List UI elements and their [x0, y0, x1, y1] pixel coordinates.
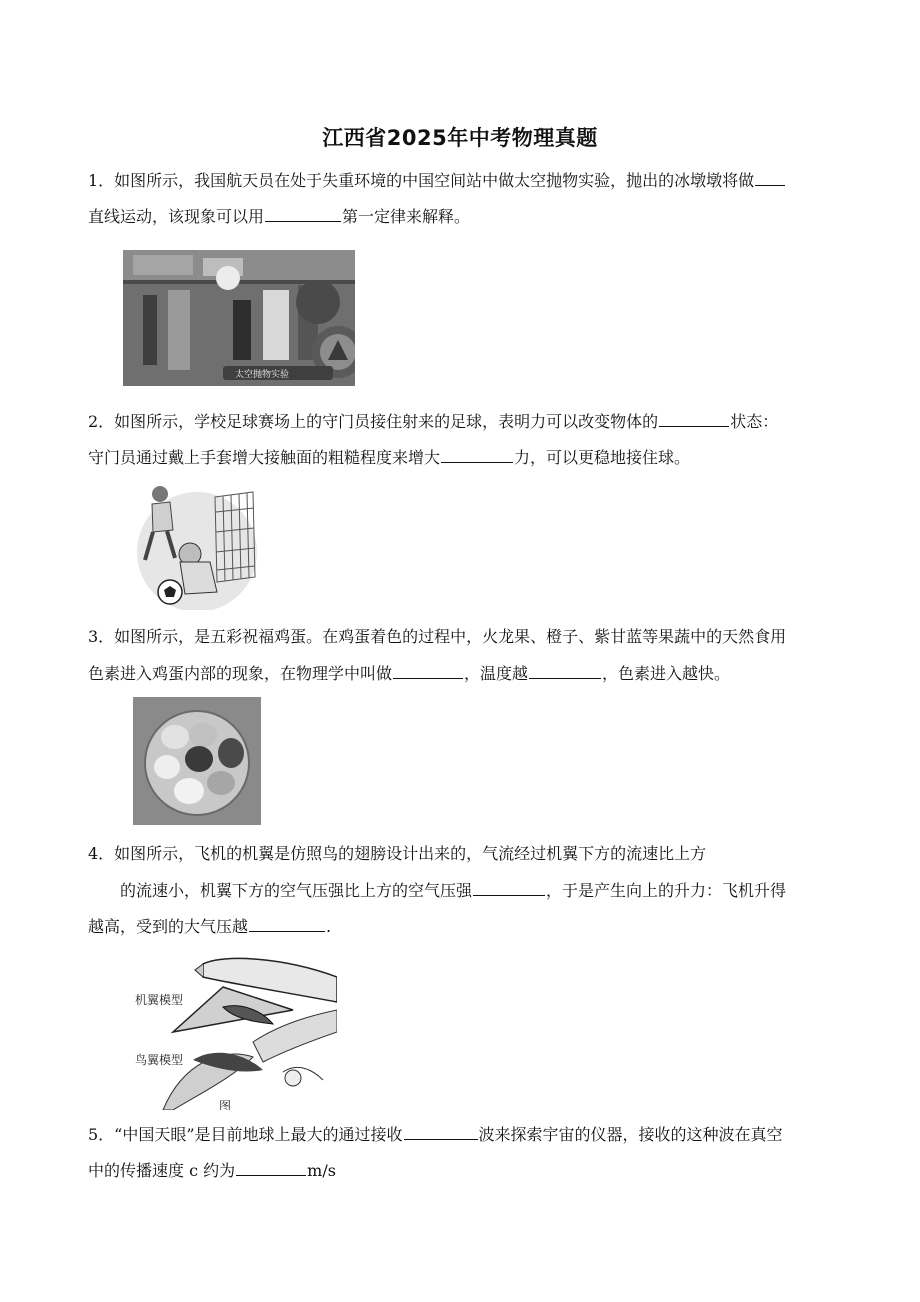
q1-space-station-photo: [123, 250, 355, 386]
q3-text-1: 3．如图所示，是五彩祝福鸡蛋。在鸡蛋着色的过程中，火龙果、橙子、紫甘蓝等果蔬中的天然食用: [88, 627, 787, 646]
q5-text-2a: 中的传播速度 c 约为: [88, 1161, 236, 1180]
q1-figure-caption: 太空抛物实验: [235, 370, 290, 380]
q3-blank-2[interactable]: [529, 662, 601, 679]
q3-text-2c: ，色素进入越快。: [602, 664, 731, 683]
q4-label-wing: 机翼模型: [135, 993, 184, 1007]
q3-line-1: [88, 626, 786, 648]
q2-line-2: [88, 446, 690, 469]
q2-blank-1[interactable]: [659, 410, 729, 427]
q5-blank-2[interactable]: [236, 1159, 306, 1176]
q2-text-2b: 力，可以更稳地接住球。: [514, 448, 691, 467]
q3-blank-1[interactable]: [393, 662, 463, 679]
q5-blank-1[interactable]: [404, 1123, 478, 1140]
q4-label-figure: 图: [219, 1099, 232, 1110]
q2-blank-2[interactable]: [441, 446, 513, 463]
q5-text-1a: 5．“中国天眼”是目前地球上最大的通过接收: [88, 1125, 403, 1144]
q2-text-1a: 2．如图所示，学校足球赛场上的守门员接住射来的足球，表明力可以改变物体的: [88, 412, 659, 431]
q1-line-1: [88, 169, 786, 192]
q3-text-2a: 色素进入鸡蛋内部的现象，在物理学中叫做: [88, 664, 393, 683]
q4-label-bird: 鸟翼模型: [135, 1053, 184, 1067]
q4-line-1: [88, 843, 706, 865]
q4-text-3b: .: [326, 917, 332, 936]
q5-line-2: [88, 1159, 336, 1182]
q4-line-3: [88, 915, 331, 938]
q2-line-1: [88, 410, 778, 433]
q2-text-2a: 守门员通过戴上手套增大接触面的粗糙程度来增大: [88, 448, 441, 467]
q4-blank-1[interactable]: [473, 879, 545, 896]
q5-text-1b: 波来探索宇宙的仪器，接收的这种波在真空: [478, 1125, 783, 1144]
q4-wing-bird-illustration: [133, 952, 337, 1110]
q1-text-2b: 第一定律来解释。: [342, 207, 471, 226]
q1-blank-1[interactable]: [755, 169, 785, 186]
q1-text-2a: 直线运动，该现象可以用: [88, 207, 265, 226]
q1-line-2: [88, 205, 470, 228]
q5-text-2b: m/s: [307, 1161, 336, 1180]
q1-blank-2[interactable]: [265, 205, 341, 222]
q4-text-1: 4．如图所示，飞机的机翼是仿照鸟的翅膀设计出来的，气流经过机翼下方的流速比上方: [88, 844, 707, 863]
page-title: 江西省2025年中考物理真题: [322, 126, 598, 150]
q1-text-1: 1．如图所示，我国航天员在处于失重环境的中国空间站中做太空抛物实验，抛出的冰墩墩将做: [88, 171, 755, 190]
q4-text-3a: 越高，受到的大气压越: [88, 917, 249, 936]
q4-blank-2[interactable]: [249, 915, 325, 932]
q2-goalkeeper-illustration: [135, 482, 260, 610]
q3-text-2b: ，温度越: [464, 664, 529, 683]
q4-text-2a: 的流速小，机翼下方的空气压强比上方的空气压强: [120, 881, 473, 900]
q3-line-2: [88, 662, 730, 685]
q2-text-1b: 状态：: [730, 412, 779, 431]
q3-colored-eggs-photo: [133, 697, 261, 825]
q4-text-2b: ，于是产生向上的升力：飞机升得: [546, 881, 787, 900]
q5-line-1: [88, 1123, 783, 1146]
q4-line-2: [120, 879, 786, 902]
